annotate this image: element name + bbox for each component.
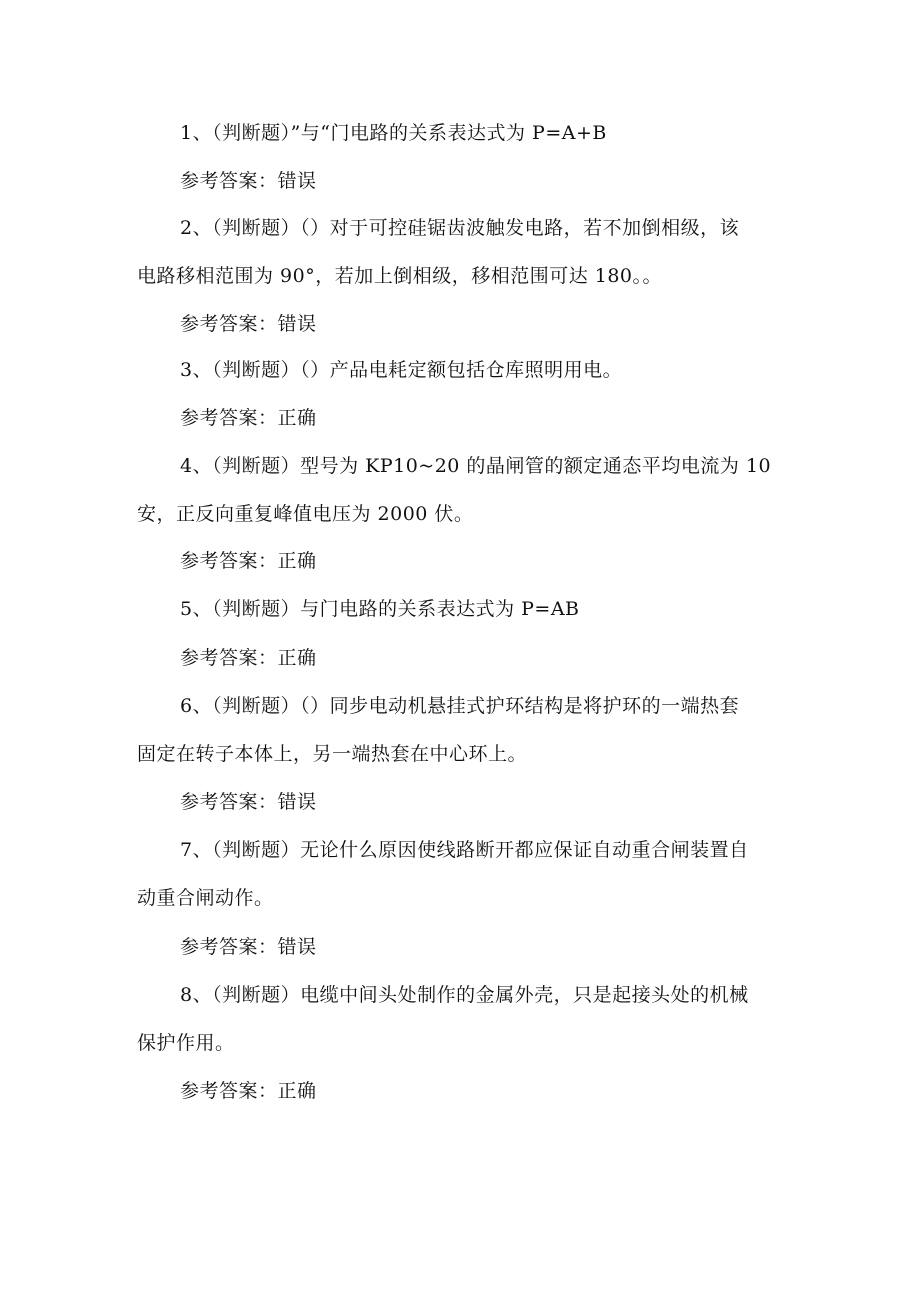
question-7-line-1: 7、（判断题）无论什么原因使线路断开都应保证自动重合闸装置自 — [180, 839, 749, 861]
answer-4: 参考答案：正确 — [180, 550, 317, 572]
question-6-line-1: 6、（判断题）（）同步电动机悬挂式护环结构是将护环的一端热套 — [180, 695, 740, 717]
question-8-line-2: 保护作用。 — [137, 1032, 235, 1054]
question-5-line-1: 5、（判断题）与门电路的关系表达式为 P=AB — [180, 598, 580, 620]
answer-5: 参考答案：正确 — [180, 647, 317, 669]
question-4-line-2: 安，正反向重复峰值电压为 2000 伏。 — [137, 503, 474, 525]
answer-1: 参考答案：错误 — [180, 170, 317, 192]
question-1-line-1: 1、（判断题）”与“门电路的关系表达式为 P=A+B — [180, 122, 607, 144]
question-6-line-2: 固定在转子本体上，另一端热套在中心环上。 — [137, 743, 528, 765]
answer-7: 参考答案：错误 — [180, 936, 317, 958]
question-2-line-2: 电路移相范围为 90°，若加上倒相级，移相范围可达 180。。 — [137, 265, 663, 287]
question-3-line-1: 3、（判断题）（）产品电耗定额包括仓库照明用电。 — [180, 359, 623, 381]
answer-3: 参考答案：正确 — [180, 407, 317, 429]
question-4-line-1: 4、（判断题）型号为 KP10~20 的晶闸管的额定通态平均电流为 10 — [180, 455, 772, 477]
answer-6: 参考答案：错误 — [180, 791, 317, 813]
question-8-line-1: 8、（判断题）电缆中间头处制作的金属外壳，只是起接头处的机械 — [180, 984, 749, 1006]
question-2-line-1: 2、（判断题）（）对于可控硅锯齿波触发电路，若不加倒相级，该 — [180, 217, 740, 239]
answer-2: 参考答案：错误 — [180, 313, 317, 335]
answer-8: 参考答案：正确 — [180, 1080, 317, 1102]
question-7-line-2: 动重合闸动作。 — [137, 887, 274, 909]
